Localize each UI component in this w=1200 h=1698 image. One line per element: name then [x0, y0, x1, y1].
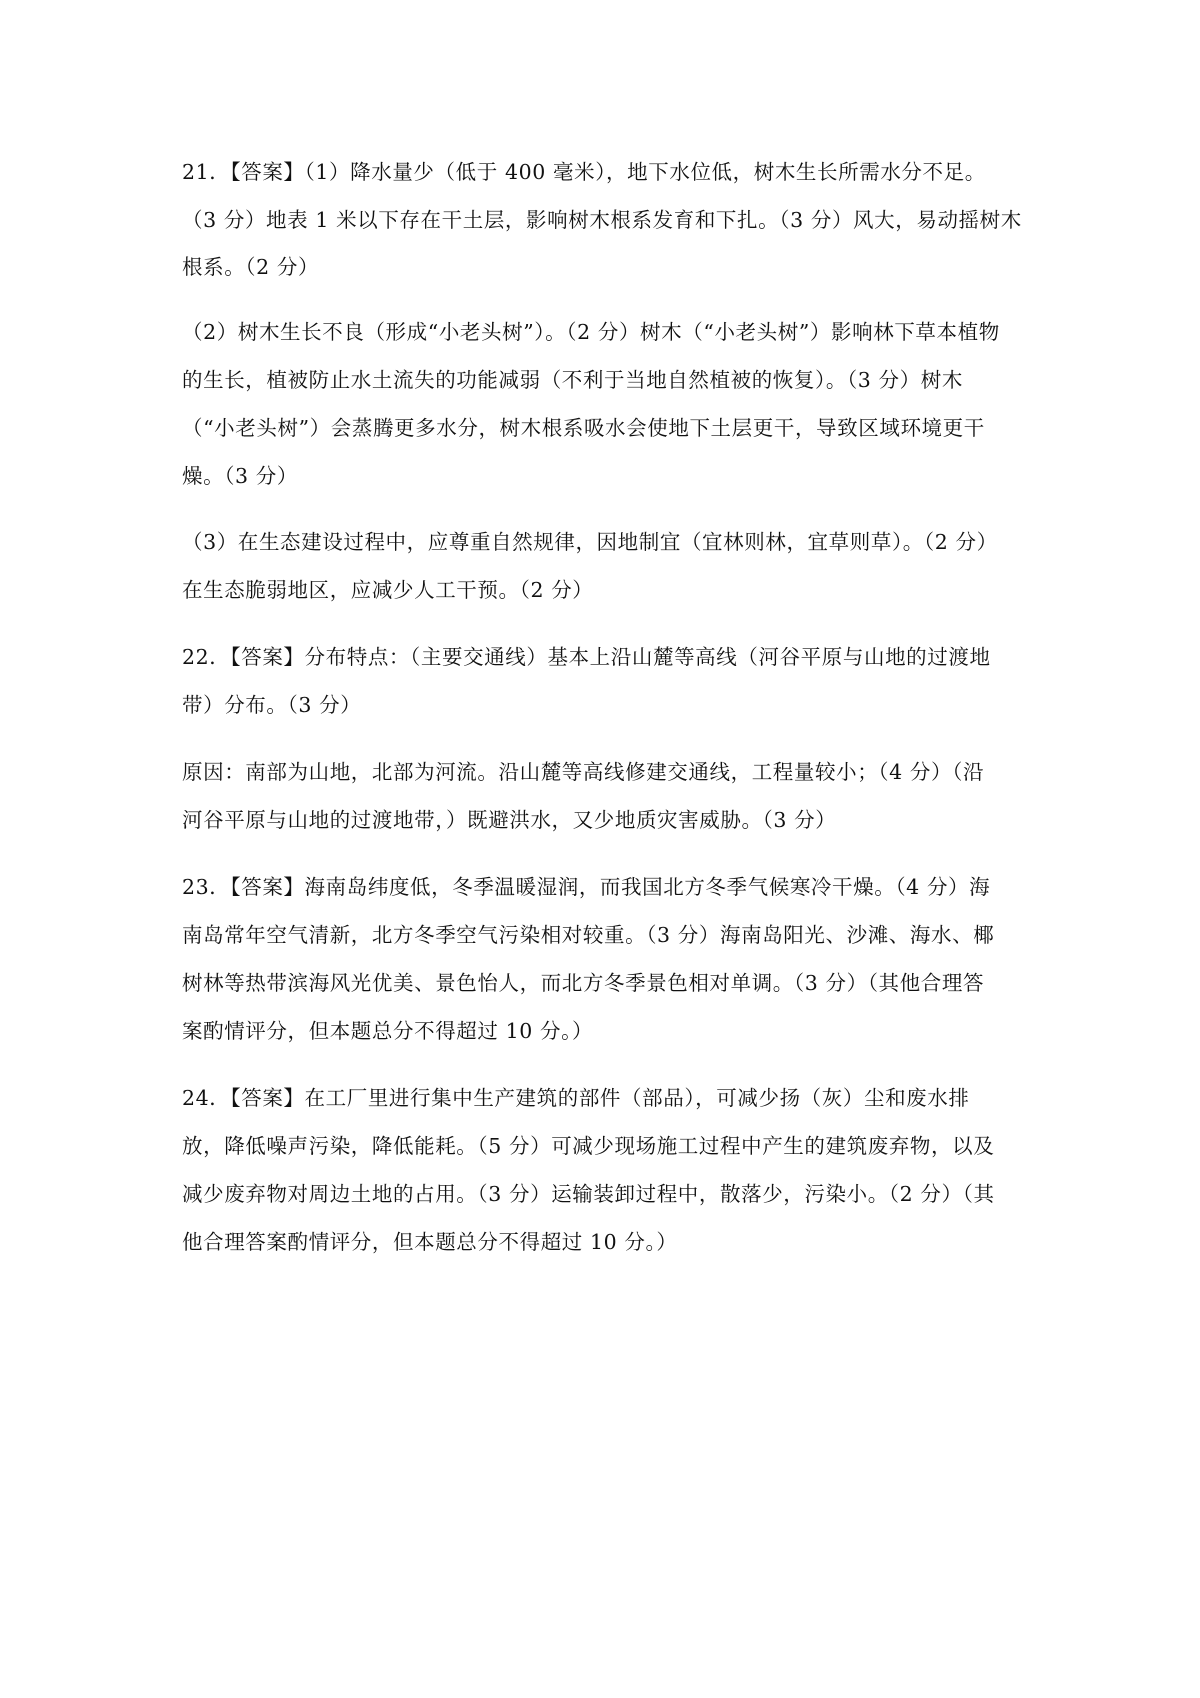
answer-23-line-1: 23．【答案】海南岛纬度低，冬季温暖湿润，而我国北方冬季气候寒冷干燥。（4 分）海: [182, 875, 991, 899]
answer-21-part3-line-2: 在生态脆弱地区，应减少人工干预。（2 分）: [182, 578, 594, 602]
answer-21-line-3: 根系。（2 分）: [182, 255, 320, 279]
answer-21-part3-line-1: （3）在生态建设过程中，应尊重自然规律，因地制宜（宜林则林，宜草则草）。（2 分）: [182, 530, 998, 554]
answer-23-line-4: 案酌情评分，但本题总分不得超过 10 分。）: [182, 1019, 594, 1043]
answer-21-part2-line-1: （2）树木生长不良（形成“小老头树”）。（2 分）树木（“小老头树”）影响林下草本植物: [182, 320, 1000, 344]
answer-23-line-3: 树林等热带滨海风光优美、景色怡人，而北方冬季景色相对单调。（3 分）（其他合理答: [182, 971, 985, 995]
answer-24-line-3: 减少废弃物对周边土地的占用。（3 分）运输装卸过程中，散落少，污染小。（2 分）（其: [182, 1182, 995, 1206]
answer-24-line-4: 他合理答案酌情评分，但本题总分不得超过 10 分。）: [182, 1230, 678, 1254]
answer-22-reason-line-1: 原因：南部为山地，北部为河流。沿山麓等高线修建交通线，工程量较小；（4 分）（沿: [182, 760, 985, 784]
answer-21-line-2: （3 分）地表 1 米以下存在干土层，影响树木根系发育和下扎。（3 分）风大，易动摇树木: [182, 208, 1022, 232]
answer-22-line-2: 带）分布。（3 分）: [182, 693, 362, 717]
answer-21-part2-line-4: 燥。（3 分）: [182, 464, 299, 488]
answer-24-line-1: 24．【答案】在工厂里进行集中生产建筑的部件（部品），可减少扬（灰）尘和废水排: [182, 1086, 970, 1110]
answer-22-reason-line-2: 河谷平原与山地的过渡地带，）既避洪水，又少地质灾害威胁。（3 分）: [182, 808, 837, 832]
answer-22-line-1: 22．【答案】分布特点：（主要交通线）基本上沿山麓等高线（河谷平原与山地的过渡地: [182, 645, 991, 669]
answer-21-line-1: 21．【答案】（1）降水量少（低于 400 毫米），地下水位低，树木生长所需水分不足。: [182, 160, 986, 184]
answer-21-part2-line-2: 的生长，植被防止水土流失的功能减弱（不利于当地自然植被的恢复）。（3 分）树木: [182, 368, 963, 392]
answer-24-line-2: 放，降低噪声污染，降低能耗。（5 分）可减少现场施工过程中产生的建筑废弃物，以及: [182, 1134, 995, 1158]
answer-23-line-2: 南岛常年空气清新，北方冬季空气污染相对较重。（3 分）海南岛阳光、沙滩、海水、椰: [182, 923, 995, 947]
answer-21-part2-line-3: （“小老头树”）会蒸腾更多水分，树木根系吸水会使地下土层更干，导致区域环境更干: [182, 416, 985, 440]
